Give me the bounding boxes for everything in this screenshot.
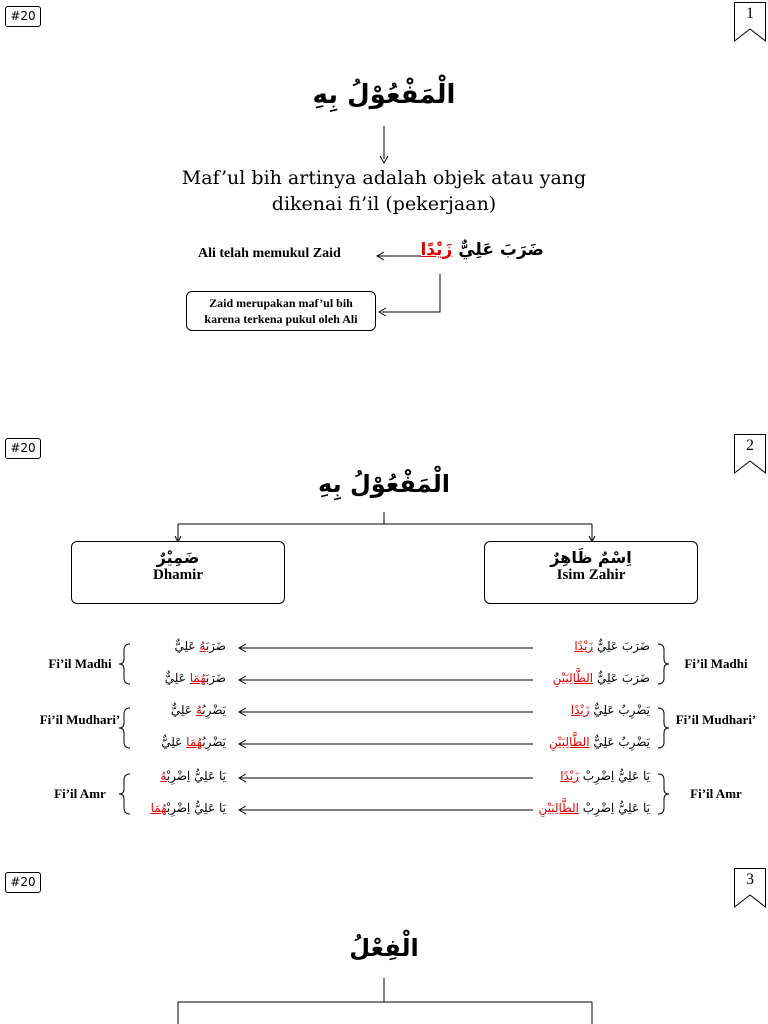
zahir-example: ضَرَبَ عَلِيٌّ الطَّالِبَيْنِ xyxy=(552,671,650,685)
slide-number: 2 xyxy=(746,437,754,454)
slide-tag: #20 xyxy=(5,6,41,27)
group-label-left: Fi’il Amr xyxy=(54,786,106,801)
group-label-right: Fi’il Madhi xyxy=(684,656,748,671)
slide-number: 1 xyxy=(746,5,754,22)
page-title: الْمَفْعُوْلُ بِهِ xyxy=(312,80,456,110)
arrow-left-icon xyxy=(238,803,534,817)
dhamir-example: ضَرَبَهُ عَلِيٌّ xyxy=(174,639,226,653)
bookmark-icon xyxy=(734,868,766,908)
group-label-left: Fi’il Madhi xyxy=(48,656,112,671)
zahir-example: يَضْرِبُ عَلِيٌّ زَيْدًا xyxy=(570,703,650,717)
zahir-example: يَا عَلِيُّ اِضْرِبْ الطَّالِبَيْنِ xyxy=(538,801,650,815)
page-title: الْفِعْلُ xyxy=(349,934,419,962)
group-label-right: Fi’il Mudhari’ xyxy=(675,712,757,727)
dhamir-example: يَضْرِبُهُمَا عَلِيٌّ xyxy=(161,735,226,749)
connector-line xyxy=(374,272,444,316)
arrow-down-icon xyxy=(377,126,391,164)
slide-tag: #20 xyxy=(5,872,41,893)
dhamir-example: يَا عَلِيُّ اِضْرِبْهُ xyxy=(160,769,226,783)
dhamir-example: ضَرَبَهُمَا عَلِيٌّ xyxy=(164,671,226,685)
tree-connector xyxy=(170,512,600,544)
page-title: الْمَفْعُوْلُ بِهِ xyxy=(318,470,450,498)
arrow-left-icon xyxy=(238,705,534,719)
bookmark-icon xyxy=(734,434,766,474)
zahir-example: يَا عَلِيُّ اِضْرِبْ زَيْدًا xyxy=(560,769,650,783)
example-sentence: ضَرَبَ عَلِيٌّ زَيْدًا xyxy=(420,240,544,260)
arrow-left-icon xyxy=(238,771,534,785)
dhamir-box: ضَمِيْرٌ Dhamir xyxy=(71,541,285,604)
arrow-left-icon xyxy=(238,641,534,655)
dhamir-example: يَضْرِبُهُ عَلِيٌّ xyxy=(170,703,226,717)
definition-text: Maf’ul bih artinya adalah objek atau yang dikenai fi’il (pekerjaan) xyxy=(181,167,587,215)
zahir-example: ضَرَبَ عَلِيٌّ زَيْدًا xyxy=(574,639,650,653)
arrow-left-icon xyxy=(238,737,534,751)
isim-zahir-box: اِسْمٌ ظَاهِرٌ Isim Zahir xyxy=(484,541,698,604)
translation-text: Ali telah memukul Zaid xyxy=(198,246,341,261)
note-box: Zaid merupakan maf’ul bih karena terkena pukul oleh Ali xyxy=(186,291,376,331)
tree-connector xyxy=(170,978,600,1024)
arrow-left-icon xyxy=(238,673,534,687)
arrow-left-icon xyxy=(376,249,422,263)
slide-number: 3 xyxy=(746,871,754,888)
group-label-left: Fi’il Mudhari’ xyxy=(39,712,121,727)
dhamir-example: يَا عَلِيُّ اِضْرِبْهُمَا xyxy=(150,801,226,815)
slide-tag: #20 xyxy=(5,438,41,459)
group-label-right: Fi’il Amr xyxy=(690,786,742,801)
zahir-example: يَضْرِبُ عَلِيٌّ الطَّالِبَيْنِ xyxy=(549,735,650,749)
bookmark-icon xyxy=(734,2,766,42)
